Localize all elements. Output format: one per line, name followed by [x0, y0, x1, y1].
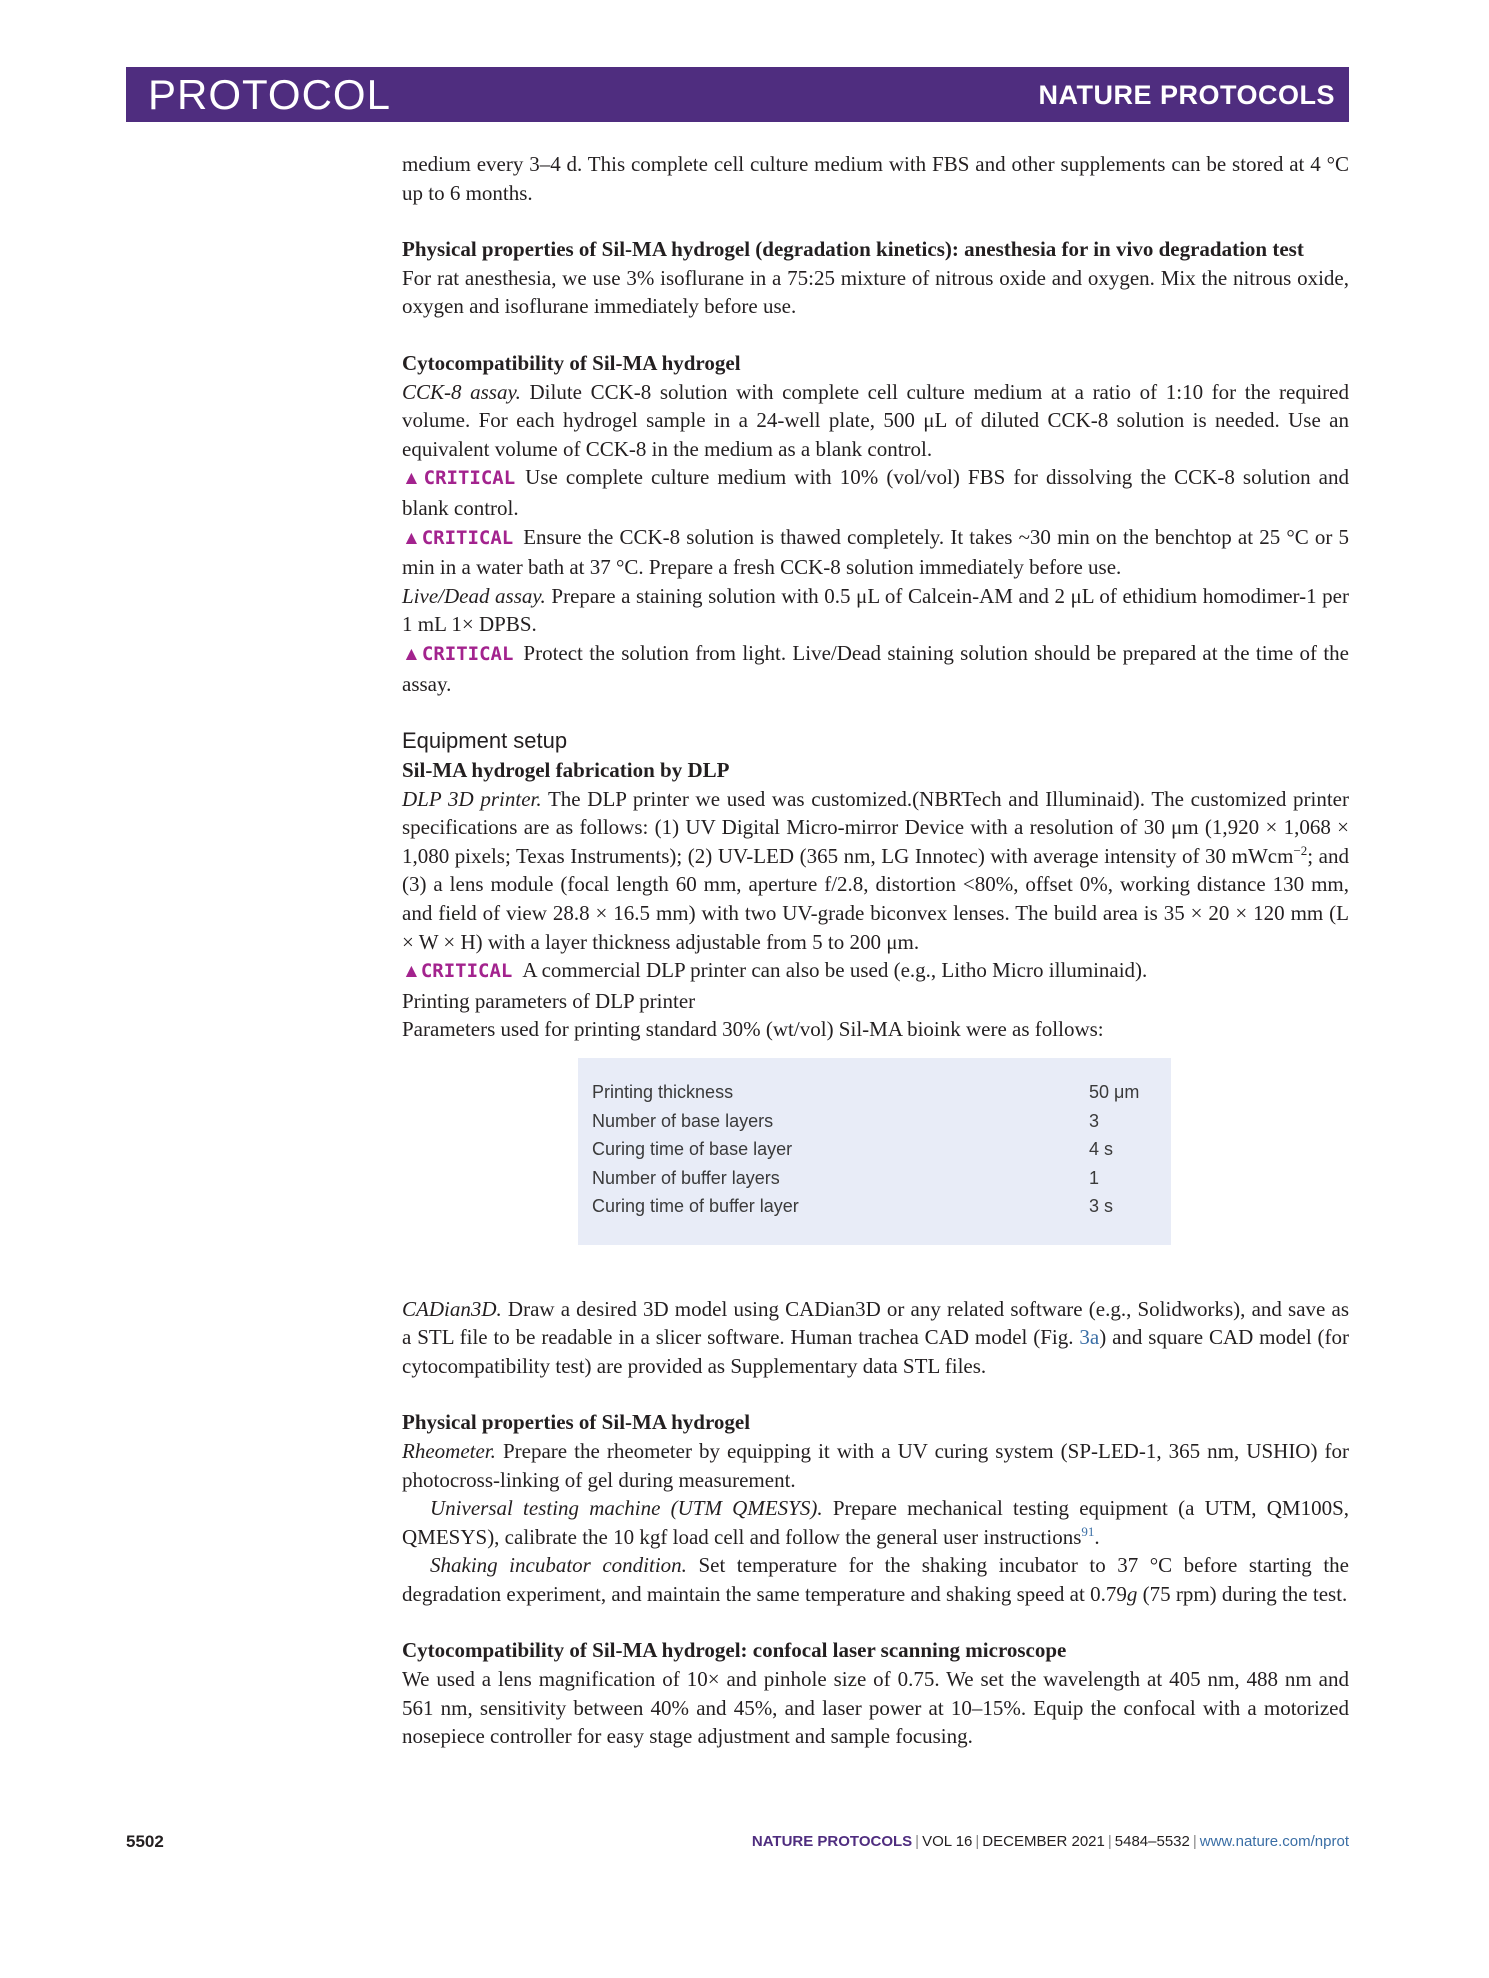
footer-volume: VOL 16	[922, 1833, 973, 1850]
run-in-label: Rheometer.	[402, 1438, 496, 1463]
param-value: 3	[1089, 1110, 1100, 1131]
paragraph-text: .	[1094, 1524, 1100, 1549]
footer-url-link[interactable]: www.nature.com/nprot	[1199, 1833, 1349, 1850]
run-in-label: CADian3D.	[402, 1296, 502, 1321]
run-in-label: CCK-8 assay.	[402, 379, 521, 404]
param-value: 50 μm	[1089, 1082, 1140, 1103]
paragraph-text: The DLP printer we used was customized.(NBRTech and Illuminaid). The customized printer specifications are as follows: (1) UV Digital Micro-mirror Device with a resolution of 30 μm (1,920 × 1,068 × 1,080 pixels; Texas Instruments); (2) UV-LED (365 nm, LG Innotec) with average intensity of 30 mWcm	[402, 786, 1349, 868]
paragraph-livedead	[402, 582, 1349, 639]
footer-citation	[752, 1833, 1349, 1850]
param-name: Printing thickness	[592, 1082, 734, 1103]
paragraph-rheometer	[402, 1437, 1349, 1494]
footer-date: DECEMBER 2021	[982, 1833, 1105, 1850]
critical-triangle-icon: ▲	[402, 643, 422, 665]
paragraph-shaking	[402, 1551, 1349, 1608]
printing-parameters-table	[578, 1058, 1171, 1245]
param-name: Number of base layers	[592, 1110, 774, 1131]
subheading-cytocompatibility: Cytocompatibility of Sil-MA hydrogel	[402, 350, 741, 375]
paragraph-text: ) and square CAD model (for cytocompatibility test) are provided as Supplementary data STL files.	[402, 1325, 1349, 1378]
footer-separator: |	[1192, 1833, 1197, 1850]
section-heading-equipment: Equipment setup	[402, 728, 568, 754]
critical-label: CRITICAL	[423, 467, 516, 490]
run-in-label: DLP 3D printer.	[402, 786, 542, 811]
critical-note	[402, 956, 1349, 987]
unit-g: g	[1126, 1581, 1138, 1606]
critical-label: CRITICAL	[421, 642, 514, 665]
section-label: PROTOCOL	[148, 71, 391, 118]
paragraph-dlp	[402, 785, 1349, 957]
footer-journal: NATURE PROTOCOLS	[751, 1833, 913, 1850]
run-in-label: Shaking incubator condition.	[430, 1553, 687, 1578]
footer-separator: |	[975, 1833, 980, 1850]
param-value: 1	[1089, 1167, 1100, 1188]
page-number: 5502	[126, 1832, 164, 1851]
critical-triangle-icon: ▲	[402, 961, 421, 983]
param-value: 4 s	[1089, 1139, 1114, 1160]
critical-triangle-icon: ▲	[402, 468, 424, 490]
subheading-dlp: Sil-MA hydrogel fabrication by DLP	[402, 758, 730, 783]
footer-pages: 5484–5532	[1114, 1833, 1190, 1850]
paragraph-text: Prepare the rheometer by equipping it with a UV curing system (SP-LED-1, 365 nm, USHIO) for photocross-linking of gel during measurement.	[402, 1438, 1350, 1492]
paragraph: medium every 3–4 d. This complete cell culture medium with FBS and other supplements can be stored at 4 °C up to 6 months.	[402, 152, 1349, 205]
paragraph-cck8	[402, 378, 1349, 464]
superscript: −2	[1293, 842, 1308, 858]
paragraph-text: Prepare mechanical testing equipment (a UTM, QM100S, QMESYS), calibrate the 10 kgf load cell and follow the general user instructions	[402, 1496, 1350, 1549]
table-row	[592, 1107, 1157, 1136]
paragraph-text: (75 rpm) during the test.	[1137, 1581, 1348, 1606]
journal-header-bar	[126, 67, 1349, 122]
critical-label: CRITICAL	[420, 960, 513, 983]
journal-name: NATURE PROTOCOLS	[1038, 80, 1335, 110]
paragraph-utm	[402, 1494, 1349, 1551]
article-body	[402, 150, 1349, 1751]
print-params-intro: Parameters used for printing standard 30% (wt/vol) Sil-MA bioink were as follows:	[402, 1017, 1104, 1042]
critical-label: CRITICAL	[421, 526, 514, 549]
subheading-confocal: Cytocompatibility of Sil-MA hydrogel: confocal laser scanning microscope	[402, 1638, 1067, 1663]
critical-note	[402, 639, 1349, 698]
table-row	[592, 1078, 1157, 1107]
paragraph-text: Draw a desired 3D model using CADian3D or any related software (e.g., Solidworks), and save as a STL file to be readable in a slicer software. Human trachea CAD model (Fig.	[402, 1296, 1350, 1350]
param-name: Number of buffer layers	[592, 1167, 780, 1188]
critical-text: Use complete culture medium with 10% (vol/vol) FBS for dissolving the CCK-8 solution and blank control.	[402, 465, 1349, 520]
table-row	[592, 1192, 1157, 1221]
param-name: Curing time of base layer	[592, 1139, 793, 1160]
subheading-physical: Physical properties of Sil-MA hydrogel	[402, 1410, 751, 1435]
table-row	[592, 1135, 1157, 1164]
footer-separator: |	[1107, 1833, 1112, 1850]
param-name: Curing time of buffer layer	[592, 1196, 799, 1217]
paragraph-text: Set temperature for the shaking incubator to 37 °C before starting the degradation experiment, and maintain the same temperature and shaking speed at 0.79	[402, 1553, 1349, 1606]
paragraph-text: ; and (3) a lens module (focal length 60 mm, aperture f/2.8, distortion <80%, offset 0%, working distance 130 mm, and field of view 28.8 × 16.5 mm) with two UV-grade biconvex lenses. The build area is 35 × 20 × 120 mm (L × W × H) with a layer thickness adjustable from 5 to 200 μm.	[402, 843, 1349, 954]
subheading-anesthesia: Physical properties of Sil-MA hydrogel (degradation kinetics): anesthesia for in vivo degradation test	[402, 237, 1304, 262]
critical-text: Protect the solution from light. Live/Dead staining solution should be prepared at the time of the assay.	[402, 640, 1349, 696]
run-in-label: Live/Dead assay.	[402, 583, 546, 608]
run-in-label: Universal testing machine (UTM QMESYS).	[430, 1496, 823, 1521]
table-row	[592, 1164, 1157, 1193]
paragraph: For rat anesthesia, we use 3% isoflurane in a 75:25 mixture of nitrous oxide and oxygen. Mix the nitrous oxide, oxygen and isoflurane immediately before use.	[402, 265, 1349, 319]
critical-text: A commercial DLP printer can also be used (e.g., Litho Micro illuminaid).	[522, 958, 1148, 983]
paragraph-text: Dilute CCK-8 solution with complete cell culture medium at a ratio of 1:10 for the required volume. For each hydrogel sample in a 24-well plate, 500 μL of diluted CCK-8 solution is needed. Use an equivalent volume of CCK-8 in the medium as a blank control.	[402, 379, 1349, 461]
param-value: 3 s	[1089, 1196, 1114, 1217]
critical-triangle-icon: ▲	[402, 527, 422, 549]
critical-note	[402, 463, 1349, 522]
paragraph-cadian	[402, 1295, 1349, 1381]
paragraph: We used a lens magnification of 10× and pinhole size of 0.75. We set the wavelength at 405 nm, 488 nm and 561 nm, sensitivity between 40% and 45%, and laser power at 10–15%. Equip the confocal with a motorized nosepiece controller for easy stage adjustment and sample focusing.	[402, 1667, 1349, 1749]
critical-text: Ensure the CCK-8 solution is thawed completely. It takes ~30 min on the benchtop at 25 °C or 5 min in a water bath at 37 °C. Prepare a fresh CCK-8 solution immediately before use.	[402, 524, 1350, 580]
print-params-title: Printing parameters of DLP printer	[402, 988, 696, 1013]
critical-note	[402, 523, 1349, 582]
citation-reference-link[interactable]: 91	[1081, 1523, 1095, 1539]
figure-reference-link[interactable]: 3a	[1079, 1325, 1100, 1350]
paragraph-text: Prepare a staining solution with 0.5 μL of Calcein-AM and 2 μL of ethidium homodimer-1 per 1 mL 1× DPBS.	[402, 583, 1349, 637]
footer-separator: |	[915, 1833, 920, 1850]
